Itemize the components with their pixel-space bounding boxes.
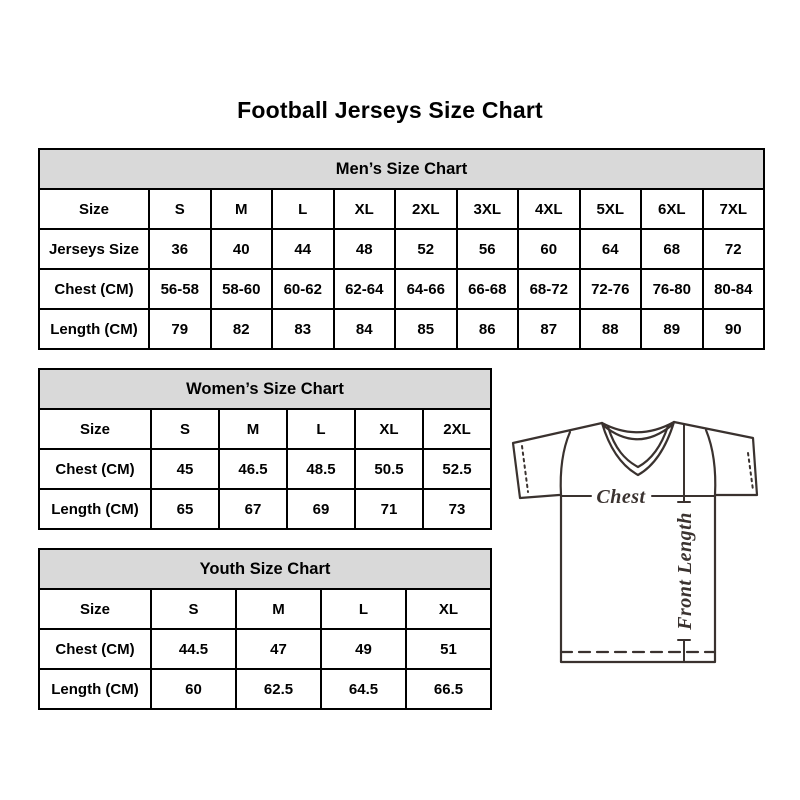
column-header: Size: [39, 189, 149, 229]
size-value-cell: 62.5: [236, 669, 321, 709]
table-title: Youth Size Chart: [39, 549, 491, 589]
size-value-cell: 60-62: [272, 269, 334, 309]
row-label: Jerseys Size: [39, 229, 149, 269]
size-value-cell: 48: [334, 229, 396, 269]
size-value-cell: 66-68: [457, 269, 519, 309]
size-value-cell: 60: [518, 229, 580, 269]
size-value-cell: 89: [641, 309, 703, 349]
size-value-cell: 44: [272, 229, 334, 269]
size-value-cell: 79: [149, 309, 211, 349]
size-value-cell: 64: [580, 229, 642, 269]
size-value-cell: 47: [236, 629, 321, 669]
size-value-cell: 66.5: [406, 669, 491, 709]
table-title-row: [39, 549, 491, 589]
youth-table-grid: [38, 548, 492, 710]
table-header-row: [39, 189, 764, 229]
size-value-cell: 73: [423, 489, 491, 529]
size-value-cell: 68-72: [518, 269, 580, 309]
column-header: 6XL: [641, 189, 703, 229]
size-value-cell: 56: [457, 229, 519, 269]
size-value-cell: 52.5: [423, 449, 491, 489]
size-value-cell: 48.5: [287, 449, 355, 489]
column-header: M: [236, 589, 321, 629]
column-header: 5XL: [580, 189, 642, 229]
left-cuff-stitch: [522, 446, 528, 492]
size-value-cell: 45: [151, 449, 219, 489]
size-value-cell: 51: [406, 629, 491, 669]
size-value-cell: 67: [219, 489, 287, 529]
size-value-cell: 58-60: [211, 269, 273, 309]
size-value-cell: 86: [457, 309, 519, 349]
jersey-measurement-diagram: [502, 398, 782, 688]
mens-table-grid: [38, 148, 765, 350]
size-value-cell: 80-84: [703, 269, 765, 309]
size-value-cell: 68: [641, 229, 703, 269]
size-value-cell: 69: [287, 489, 355, 529]
column-header: Size: [39, 589, 151, 629]
size-value-cell: 60: [151, 669, 236, 709]
size-value-cell: 88: [580, 309, 642, 349]
table-row: [39, 629, 491, 669]
table-row: [39, 449, 491, 489]
row-label: Chest (CM): [39, 629, 151, 669]
womens-size-table: [38, 368, 492, 530]
column-header: S: [151, 589, 236, 629]
column-header: 7XL: [703, 189, 765, 229]
size-value-cell: 71: [355, 489, 423, 529]
column-header: 2XL: [423, 409, 491, 449]
column-header: S: [151, 409, 219, 449]
column-header: XL: [355, 409, 423, 449]
table-row: [39, 669, 491, 709]
table-title: Women’s Size Chart: [39, 369, 491, 409]
jersey-outline-path: [513, 422, 757, 662]
right-cuff-stitch: [748, 453, 753, 490]
column-header: M: [219, 409, 287, 449]
size-value-cell: 85: [395, 309, 457, 349]
page-title: Football Jerseys Size Chart: [237, 97, 543, 123]
size-value-cell: 44.5: [151, 629, 236, 669]
column-header: L: [272, 189, 334, 229]
row-label: Chest (CM): [39, 449, 151, 489]
chest-label: Chest: [596, 486, 646, 508]
right-armhole-seam: [706, 430, 715, 495]
front-length-label: Front Length: [674, 512, 696, 630]
size-value-cell: 46.5: [219, 449, 287, 489]
size-value-cell: 83: [272, 309, 334, 349]
table-header-row: [39, 589, 491, 629]
jersey-diagram-svg: [502, 398, 782, 688]
size-value-cell: 49: [321, 629, 406, 669]
size-value-cell: 50.5: [355, 449, 423, 489]
table-row: [39, 229, 764, 269]
row-label: Length (CM): [39, 669, 151, 709]
size-value-cell: 82: [211, 309, 273, 349]
table-title: Men’s Size Chart: [39, 149, 764, 189]
womens-table-grid: [38, 368, 492, 530]
table-row: [39, 269, 764, 309]
column-header: S: [149, 189, 211, 229]
column-header: XL: [334, 189, 396, 229]
size-value-cell: 52: [395, 229, 457, 269]
size-value-cell: 64-66: [395, 269, 457, 309]
column-header: 3XL: [457, 189, 519, 229]
column-header: XL: [406, 589, 491, 629]
row-label: Chest (CM): [39, 269, 149, 309]
left-armhole-seam: [561, 432, 570, 495]
size-value-cell: 72: [703, 229, 765, 269]
table-row: [39, 309, 764, 349]
column-header: M: [211, 189, 273, 229]
size-value-cell: 84: [334, 309, 396, 349]
size-value-cell: 90: [703, 309, 765, 349]
youth-size-table: [38, 548, 492, 710]
column-header: 4XL: [518, 189, 580, 229]
row-label: Length (CM): [39, 309, 149, 349]
size-value-cell: 36: [149, 229, 211, 269]
table-title-row: [39, 149, 764, 189]
size-value-cell: 72-76: [580, 269, 642, 309]
table-row: [39, 489, 491, 529]
column-header: L: [321, 589, 406, 629]
size-value-cell: 64.5: [321, 669, 406, 709]
size-value-cell: 62-64: [334, 269, 396, 309]
column-header: Size: [39, 409, 151, 449]
size-value-cell: 40: [211, 229, 273, 269]
table-header-row: [39, 409, 491, 449]
size-value-cell: 76-80: [641, 269, 703, 309]
column-header: L: [287, 409, 355, 449]
table-title-row: [39, 369, 491, 409]
row-label: Length (CM): [39, 489, 151, 529]
mens-size-table: [38, 148, 765, 350]
size-value-cell: 65: [151, 489, 219, 529]
column-header: 2XL: [395, 189, 457, 229]
size-value-cell: 87: [518, 309, 580, 349]
size-value-cell: 56-58: [149, 269, 211, 309]
